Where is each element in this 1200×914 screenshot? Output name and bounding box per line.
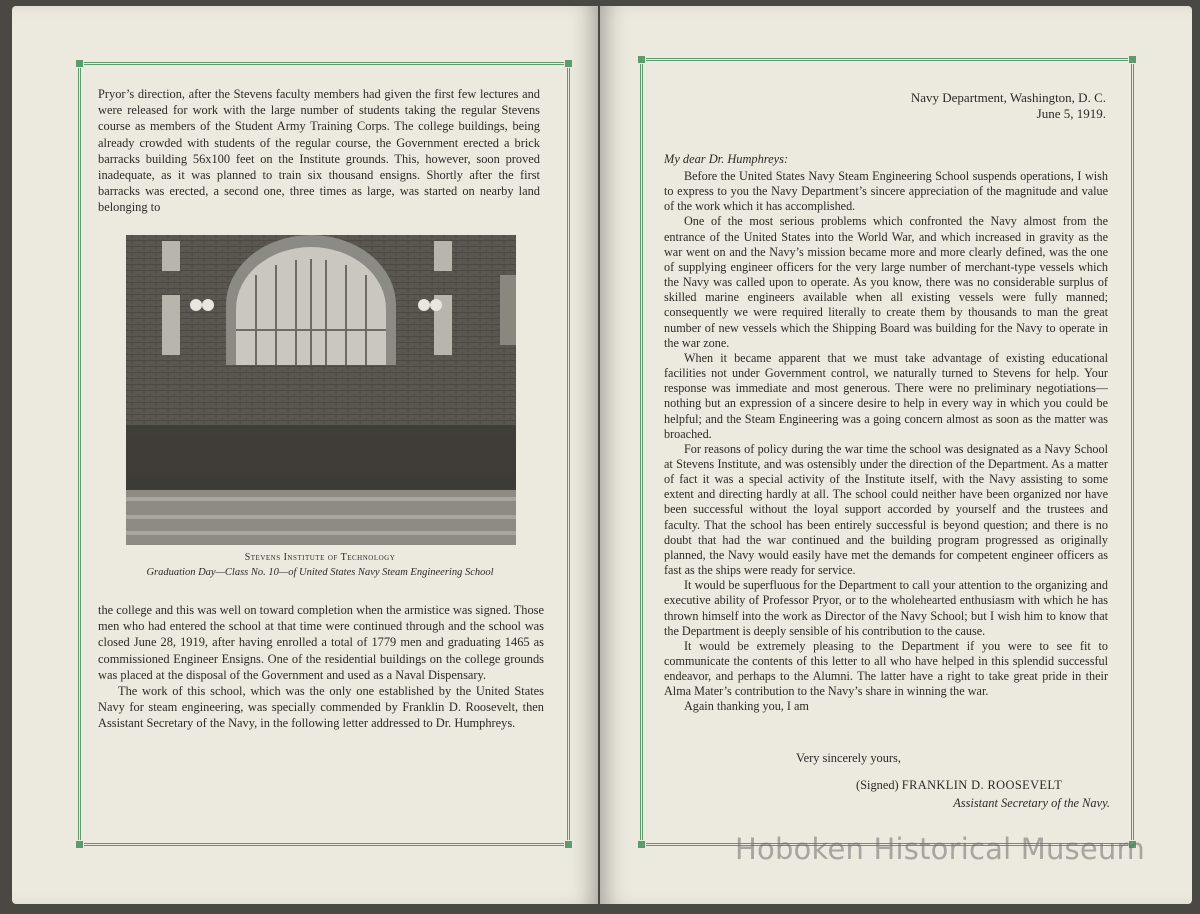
signature-title: Assistant Secretary of the Navy. [953, 796, 1110, 810]
letter-paragraph: One of the most serious problems which confronted the Navy almost from the entrance of the United States into the World War, and which increased in gravity as the war went on and the Navy’s mission became more and more clearly defined, was the one of supplying engineer officers for the very large number of merchant-type vessels which the Navy was called upon to operate. As you know, there was no considerable surplus of skilled marine engineers available when all existing vessels were fully manned; consequently we were required literally to create them by thousands to man the great number of new vessels which the Shipping Board was building for the Navy to operate in the war zone. [664, 214, 1108, 350]
letter-paragraph: It would be superfluous for the Department to call your attention to the organizing and executive ability of Professor Pryor, or to the wholehearted enthusiasm with which he has thrown himself into the work as Director of the Navy School; but I wish him to know that the Department is deeply sensible of his contribution to the cause. [664, 578, 1108, 638]
left-paragraph-2: the college and this was well on toward completion when the armistice was signed. Those men who had entered the school at that time were continued through and the school was closed June 28, 1919, after having enrolled a total of 1779 men and graduating 1465 as commissioned Engineer Ensigns. One of the residential buildings on the college grounds was placed at the disposal of the Government and used as a Naval Dispensary. [98, 603, 544, 682]
photo-caption-subtitle: Graduation Day—Class No. 10—of United States Navy Steam Engineering School [146, 567, 494, 578]
letter-paragraph: It would be extremely pleasing to the Department if you were to see fit to communicate the contents of this letter to all who have helped in this splendid successful endeavor, and perhaps to the Alumni. The latter have a right to take great pride in their Alma Mater’s contribution to the Navy’s share in winning the war. [664, 638, 1108, 699]
letter-closing-thanks: Again thanking you, I am [684, 699, 809, 714]
letter-address: Navy Department, Washington, D. C. [910, 90, 1106, 105]
photo-caption-title: Stevens Institute of Technology [244, 552, 396, 563]
graduation-photo [126, 235, 516, 545]
museum-watermark: Hoboken Historical Museum [735, 832, 1145, 866]
letter-signature-line [856, 777, 1116, 793]
letter-paragraph: For reasons of policy during the war time the school was designated as a Navy School at Stevens Institute, and was ostensibly under the direction of the Department. As a matter of fact it was a special activity of the Institute itself, with the Navy assisting to some extent and directing hardly at all. The school could neither have been organized nor have been successful without the loyal support accorded by yourself and the trustees and faculty. That the school has been entirely successful is beyond question; and there is no doubt that had the war continued and the building program progressed as originally planned, the Navy would easily have met the demands for competent engineer officers as fast as the ships were ready for service. [664, 441, 1108, 578]
letter-header [660, 90, 1106, 122]
letter-paragraph: Before the United States Navy Steam Engineering School suspends operations, I wish to express to you the Navy Department’s sincere appreciation of the magnitude and value of the work which it has accomplished. [664, 169, 1108, 214]
left-paragraphs-lower [98, 602, 544, 732]
left-page [12, 6, 598, 904]
left-paragraph-3: The work of this school, which was the only one established by the United States Navy for steam engineering, was specially commended by Franklin D. Roosevelt, then Assistant Secretary of the Navy, in the following letter addressed to Dr. Humphreys. [98, 684, 544, 731]
signature-name: FRANKLIN D. ROOSEVELT [901, 778, 1063, 792]
letter-paragraph: When it became apparent that we must take advantage of existing educational facilities not under Government control, we naturally turned to Stevens for help. Your response was immediate and most generous. There were no preliminary negotiations—nothing but an expression of a sincere desire to help in every way in which you could be helpful; and the Steam Engineering was a going concern almost as soon as the matter was broached. [664, 350, 1108, 441]
signed-label: (Signed) [856, 778, 899, 792]
letter-salutation: My dear Dr. Humphreys: [664, 152, 789, 166]
letter-body [664, 169, 1108, 715]
letter-date: June 5, 1919. [1036, 106, 1106, 122]
group-photo-image [126, 235, 516, 545]
left-paragraph-1: Pryor’s direction, after the Stevens faculty members had given the first few lectures and were released for work with the large number of students taking the regular Stevens course as members of the Student Army Training Corps. The college buildings, being already crowded with students of the regular course, the Government erected a brick barracks building 56x100 feet on the Institute grounds. This, however, soon proved inadequate, as it was planned to train six thousand ensigns. Shortly after the first barracks was erected, a second one, three times as large, was started on nearby land belonging to [98, 87, 540, 215]
right-page [600, 6, 1192, 904]
letter-closing: Very sincerely yours, [796, 751, 901, 765]
